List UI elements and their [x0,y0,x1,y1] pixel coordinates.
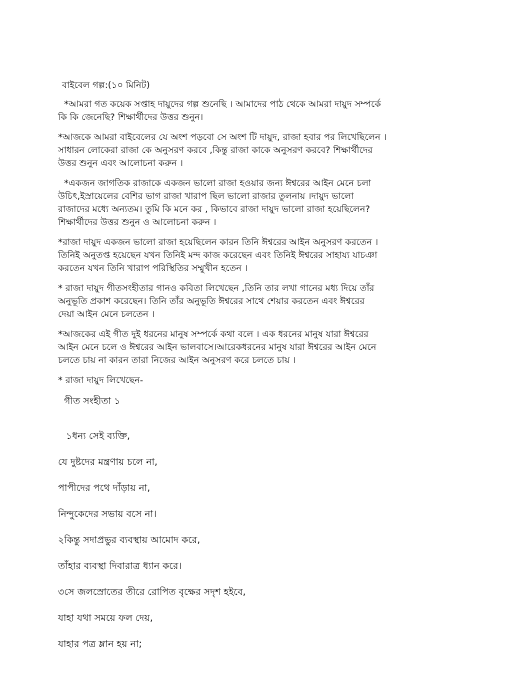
verse-line: ৩সে জলস্রোতের তীরে রোপিত বৃক্ষের সদৃশ হইবে, [58,587,246,598]
verse-line: নিন্দুকেদের সভায় বসে না। [58,509,157,520]
paragraph-line: কি কি জেনেছি? শিক্ষার্থীদের উত্তর শুনুন। [58,113,204,123]
paragraph-line: *রাজা দায়ুদ একজন ভালো রাজা হয়েছিলেন কারন তিনি ঈশ্বরের আইন অনুসরণ করতেন । [58,238,379,248]
paragraph [58,99,498,125]
paragraph-line: রাজাদের মধ্যে অন্যতম। তুমি কি মনে কর , কিভাবে রাজা দায়ুদ ভালো রাজা হয়েছিলেন? [58,205,371,215]
paragraph-line: উচিৎ,ইস্রায়েলের বেশির ভাগ রাজা খারাপ ছিল ভালো রাজার তুলনায় ।দায়ুদ ভালো [58,192,354,202]
paragraph-line: উত্তর শুনুন এবং আলোচনা করুন । [58,159,183,169]
paragraph-line: চলতে চায় না কারন তারা নিজের আইন অনুসরণ করে চলতে চায় । [58,356,296,366]
paragraph [58,375,498,388]
psalm-title: গীত সংহীতা ১ [64,396,121,407]
paragraph [58,283,498,322]
paragraph [58,237,498,276]
verse-line: পাপীদের পথে দাঁড়ায় না, [58,483,151,494]
document-body [58,78,498,653]
verse-line: যাহা যথা সময়ে ফল দেয়, [58,613,153,624]
paragraph-line: *আজকে আমরা বাইবেলের যে অংশ পড়বো সে অংশ টি দায়ুদ, রাজা হবার পর লিখেছিলেন । [58,133,387,143]
verse-line: যে দুষ্টদের মন্ত্রণায় চলে না, [58,457,158,468]
paragraph [58,329,498,368]
paragraph-line: শিক্ষার্থীদের উত্তর শুনুন ও আলোচনা করুন । [58,218,217,228]
paragraph-line: তিনিই অনুতপ্ত হয়েছেন যখন তিনিই মন্দ কাজ করেছেন এবং তিনিই ঈশ্বরের সাহায্য যাচঞা [58,251,378,261]
paragraph-line: অনুভূতি প্রকাশ করেছেন। তিনি তাঁর অনুভূতি ঈশ্বরের সাথে শেয়ার করতেন এবং ঈশ্বরের [58,297,365,307]
verse-line: তাঁহার ব্যবস্থা দিবারাত্র ধ্যান করে। [58,561,182,572]
verse-line: ২কিন্তু সদাপ্রভুর ব্যবস্থায় আমোদ করে, [58,535,201,546]
paragraph-line: *একজন জাগতিক রাজাকে একজন ভালো রাজা হওয়ার জন্য ঈশ্বরের আইন মেনে চলা [64,179,372,189]
paragraph-line: আইন মেনে চলে ও ঈশ্বরের আইন ভালবাসে।আরেকধরনের মানুষ যারা ঈশ্বরের আইন মেনে [58,343,377,353]
paragraph [58,132,498,171]
paragraph-line: * রাজা দায়ুদ গীতসংহীতার গানও কবিতা লিখেছেন ,তিনি তার লখা গানের মধ্য দিয়ে তাঁর [58,284,375,294]
paragraph-line: * রাজা দায়ুদ লিখেছেন- [58,376,144,386]
verse-line: ১ধন্য সেই ব্যক্তি, [66,431,131,442]
paragraph-line: করতেন যখন তিনি খারাপ পরিস্থিতির সম্মুখীন হতেন । [58,264,248,274]
verse-line: যাহার পত্র ম্লান হয় না; [58,639,142,650]
paragraph-line: *আজকের এই গীত দুই ধরনের মানুষ সম্পর্কে কথা বলে । এক ধরনের মানুষ যারা ঈশ্বরের [58,330,369,340]
lesson-title: বাইবেল গল্প:(১০ মিনিট) [62,81,150,91]
paragraph [58,178,498,230]
paragraph-line: দেয়া আইন মেনে চলতেন । [58,310,155,320]
paragraph-line: সাধারন লোকেরা রাজা কে অনুসরণ করবে ,কিন্তু রাজা কাকে অনুসরণ করবে? শিক্ষার্থীদের [58,146,373,156]
paragraph-line: *আমরা গত কয়েক সপ্তাহ দায়ুদের গল্প শুনেছি । আমাদের পাঠ থেকে আমরা দায়ুদ সম্পর্কে [64,100,381,110]
